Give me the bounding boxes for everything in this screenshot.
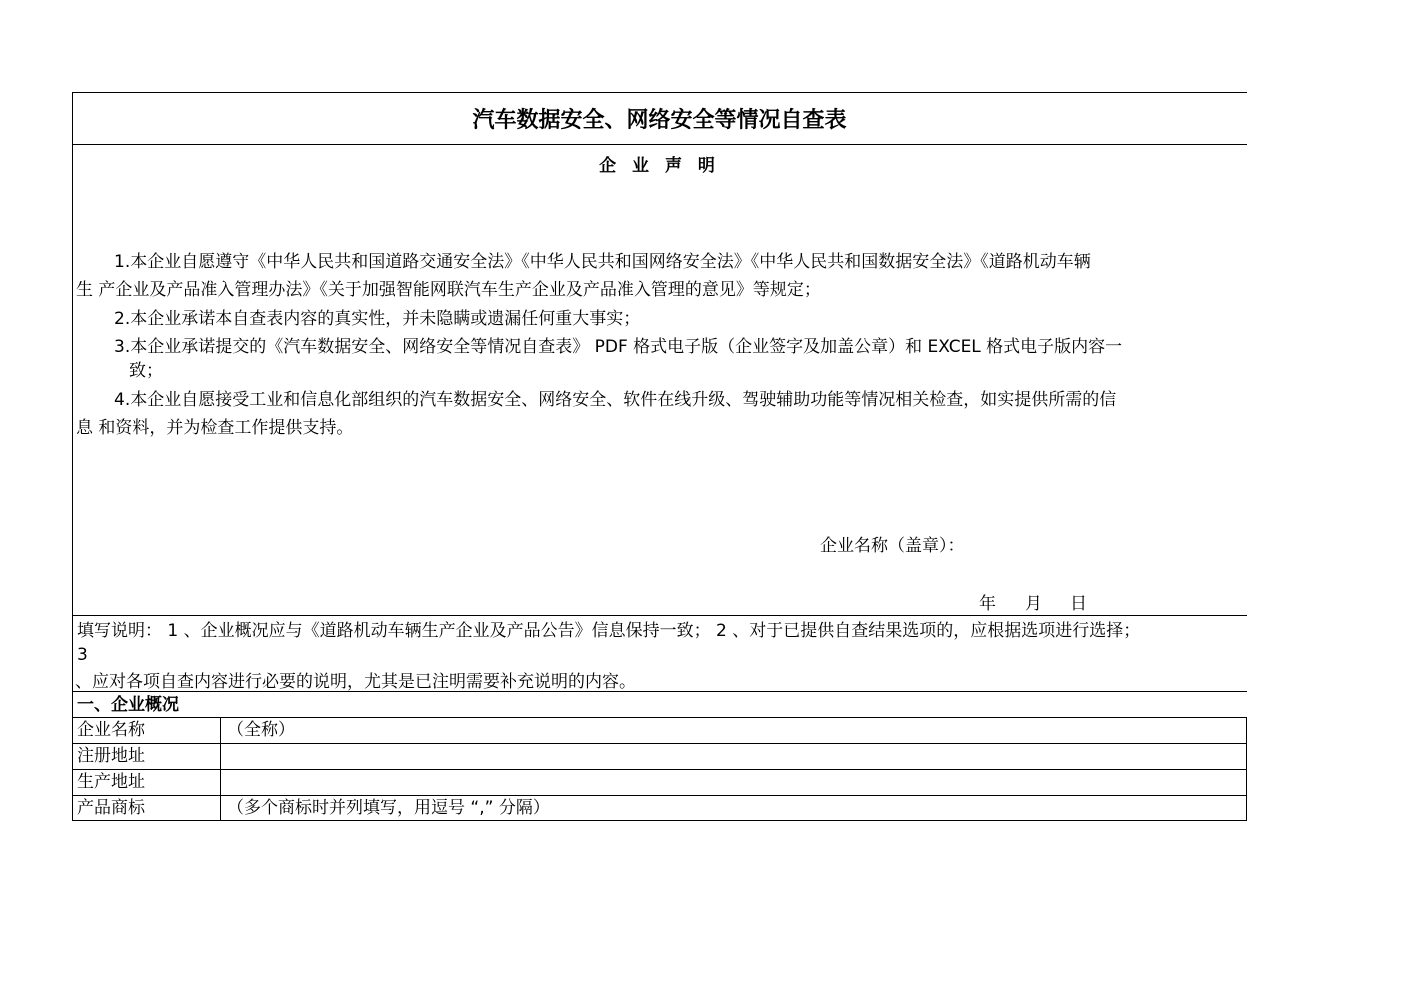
- row-divider-3: [72, 795, 1247, 796]
- declaration-1-line-1: 1.本企业自愿遵守《中华人民共和国道路交通安全法》《中华人民共和国网络安全法》《中华人民共和国数据安全法》《道路机动车辆: [114, 252, 1091, 272]
- row-divider-1: [72, 743, 1247, 744]
- date-month: 月: [1025, 594, 1042, 614]
- table-right-border: [1246, 717, 1247, 821]
- row-label-trademark: 产品商标: [77, 798, 145, 818]
- label-column-divider: [220, 717, 221, 821]
- instructions-line-3: 、应对各项自查内容进行必要的说明，尤其是已注明需要补充说明的内容。: [75, 672, 636, 692]
- date-day: 日: [1070, 594, 1087, 614]
- row-value-company-name[interactable]: （全称）: [227, 720, 295, 740]
- company-seal-label: 企业名称（盖章）：: [820, 536, 965, 556]
- section-heading: 一、企业概况: [77, 695, 179, 715]
- row-label-company-name: 企业名称: [77, 720, 145, 740]
- declaration-4-line-2: 息 和资料，并为检查工作提供支持。: [76, 418, 354, 438]
- declaration-divider: [72, 615, 1247, 616]
- instructions-line-2: 3: [77, 645, 88, 665]
- date-year: 年: [979, 594, 996, 614]
- declaration-3-line-1: 3.本企业承诺提交的《汽车数据安全、网络安全等情况自查表》 PDF 格式电子版（企业签字及加盖公章）和 EXCEL 格式电子版内容一: [114, 337, 1123, 357]
- declaration-1-line-2: 生 产企业及产品准入管理办法》《关于加强智能网联汽车生产企业及产品准入管理的意见》等规定；: [76, 280, 821, 300]
- table-bottom-border: [72, 820, 1247, 821]
- row-label-registered-address: 注册地址: [77, 746, 145, 766]
- declaration-2: 2.本企业承诺本自查表内容的真实性，并未隐瞒或遗漏任何重大事实；: [114, 309, 641, 329]
- table-top-border: [72, 92, 1247, 93]
- row-value-trademark[interactable]: （多个商标时并列填写，用逗号 “,” 分隔）: [227, 798, 550, 818]
- page-title: 汽车数据安全、网络安全等情况自查表: [472, 108, 847, 133]
- declaration-3-line-2: 致；: [129, 361, 163, 381]
- title-divider: [72, 144, 1247, 145]
- row-divider-2: [72, 769, 1247, 770]
- self-check-form: [72, 92, 1247, 821]
- row-value-production-address[interactable]: [227, 771, 1237, 793]
- row-label-production-address: 生产地址: [77, 772, 145, 792]
- declaration-heading: 企 业 声 明: [599, 156, 720, 176]
- table-left-border: [72, 92, 73, 821]
- declaration-4-line-1: 4.本企业自愿接受工业和信息化部组织的汽车数据安全、网络安全、软件在线升级、驾驶辅助功能等情况相关检查，如实提供所需的信: [114, 390, 1117, 410]
- row-value-registered-address[interactable]: [227, 745, 1237, 767]
- instructions-line-1: 填写说明： 1 、企业概况应与《道路机动车辆生产企业及产品公告》信息保持一致； 2 、对于已提供自查结果选项的，应根据选项进行选择；: [77, 621, 1141, 641]
- section-heading-divider: [72, 717, 1247, 718]
